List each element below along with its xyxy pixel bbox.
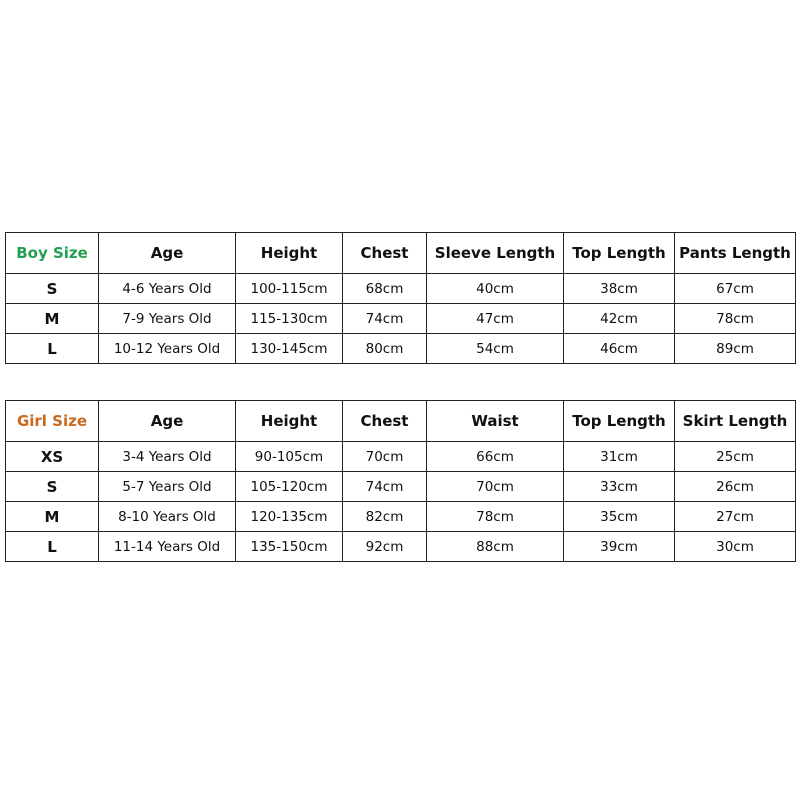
waist-cell: 88cm <box>427 532 564 562</box>
size-label: L <box>6 532 99 562</box>
chest-cell: 80cm <box>343 334 427 364</box>
chest-cell: 92cm <box>343 532 427 562</box>
size-label: XS <box>6 442 99 472</box>
age-cell: 5-7 Years Old <box>99 472 236 502</box>
girl-size-title: Girl Size <box>6 401 99 442</box>
height-cell: 105-120cm <box>236 472 343 502</box>
sleeve-length-cell: 47cm <box>427 304 564 334</box>
waist-cell: 66cm <box>427 442 564 472</box>
top-length-cell: 46cm <box>564 334 675 364</box>
chest-cell: 74cm <box>343 304 427 334</box>
girl-header-age: Age <box>99 401 236 442</box>
boy-header-height: Height <box>236 233 343 274</box>
waist-cell: 78cm <box>427 502 564 532</box>
girl-size-table <box>5 400 796 562</box>
boy-header-chest: Chest <box>343 233 427 274</box>
top-length-cell: 42cm <box>564 304 675 334</box>
girl-table-row <box>6 532 796 562</box>
boy-header-age: Age <box>99 233 236 274</box>
boy-header-row <box>6 233 796 274</box>
height-cell: 115-130cm <box>236 304 343 334</box>
age-cell: 11-14 Years Old <box>99 532 236 562</box>
girl-header-row <box>6 401 796 442</box>
girl-header-chest: Chest <box>343 401 427 442</box>
size-label: S <box>6 274 99 304</box>
height-cell: 120-135cm <box>236 502 343 532</box>
chest-cell: 70cm <box>343 442 427 472</box>
skirt-length-cell: 25cm <box>675 442 796 472</box>
top-length-cell: 33cm <box>564 472 675 502</box>
age-cell: 3-4 Years Old <box>99 442 236 472</box>
girl-table-row <box>6 472 796 502</box>
size-label: S <box>6 472 99 502</box>
boy-table-row <box>6 334 796 364</box>
height-cell: 90-105cm <box>236 442 343 472</box>
age-cell: 7-9 Years Old <box>99 304 236 334</box>
pants-length-cell: 89cm <box>675 334 796 364</box>
boy-size-title: Boy Size <box>6 233 99 274</box>
height-cell: 130-145cm <box>236 334 343 364</box>
boy-size-table <box>5 232 796 364</box>
height-cell: 100-115cm <box>236 274 343 304</box>
chest-cell: 74cm <box>343 472 427 502</box>
size-label: L <box>6 334 99 364</box>
girl-header-waist: Waist <box>427 401 564 442</box>
sleeve-length-cell: 40cm <box>427 274 564 304</box>
waist-cell: 70cm <box>427 472 564 502</box>
skirt-length-cell: 26cm <box>675 472 796 502</box>
chest-cell: 82cm <box>343 502 427 532</box>
girl-header-top-length: Top Length <box>564 401 675 442</box>
boy-table-row <box>6 274 796 304</box>
chest-cell: 68cm <box>343 274 427 304</box>
age-cell: 8-10 Years Old <box>99 502 236 532</box>
height-cell: 135-150cm <box>236 532 343 562</box>
girl-header-height: Height <box>236 401 343 442</box>
boy-header-top-length: Top Length <box>564 233 675 274</box>
top-length-cell: 35cm <box>564 502 675 532</box>
age-cell: 4-6 Years Old <box>99 274 236 304</box>
sleeve-length-cell: 54cm <box>427 334 564 364</box>
boy-table-row <box>6 304 796 334</box>
boy-header-sleeve-length: Sleeve Length <box>427 233 564 274</box>
top-length-cell: 31cm <box>564 442 675 472</box>
girl-table-row <box>6 442 796 472</box>
age-cell: 10-12 Years Old <box>99 334 236 364</box>
girl-table-row <box>6 502 796 532</box>
size-label: M <box>6 502 99 532</box>
pants-length-cell: 78cm <box>675 304 796 334</box>
skirt-length-cell: 30cm <box>675 532 796 562</box>
skirt-length-cell: 27cm <box>675 502 796 532</box>
girl-header-skirt-length: Skirt Length <box>675 401 796 442</box>
top-length-cell: 38cm <box>564 274 675 304</box>
boy-header-pants-length: Pants Length <box>675 233 796 274</box>
pants-length-cell: 67cm <box>675 274 796 304</box>
size-label: M <box>6 304 99 334</box>
top-length-cell: 39cm <box>564 532 675 562</box>
